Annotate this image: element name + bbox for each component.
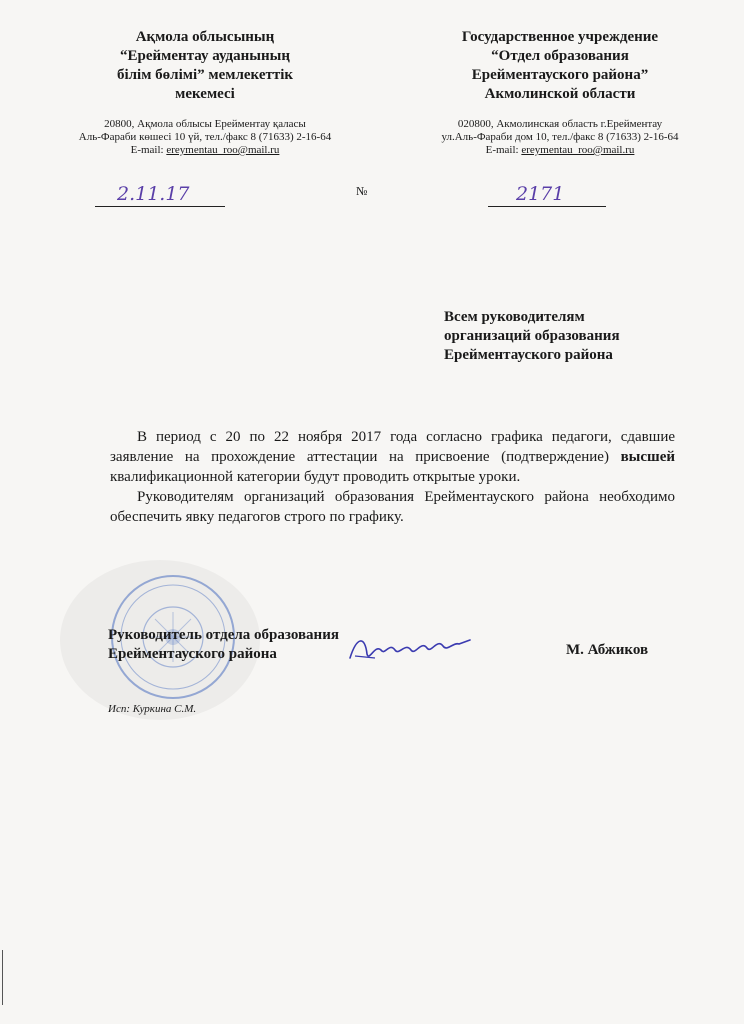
- left-address-line-1: 20800, Ақмола облысы Ерейментау қаласы: [104, 118, 306, 130]
- body-p1-bold-word: высшей: [620, 449, 675, 465]
- addressee-line-2: организаций образования: [444, 328, 620, 344]
- left-address: [60, 118, 350, 157]
- left-email-prefix: E-mail:: [130, 144, 164, 156]
- handwritten-signature-icon: [345, 628, 475, 668]
- signatory-role-line-1: Руководитель отдела образования: [108, 627, 339, 643]
- outgoing-number-field: [488, 182, 606, 207]
- right-org-line-1: Государственное учреждение: [461, 29, 659, 45]
- left-email-line: [60, 144, 350, 157]
- right-email-line: [400, 144, 720, 157]
- handwritten-date: 2.11.17: [117, 183, 190, 205]
- left-email-link[interactable]: ereymentau_roo@mail.ru: [166, 144, 280, 156]
- body-p1-start: В период с 20 по 22 ноября 2017 года согласно графика педагоги, сдавшие заявление на прохождение аттестации на присвоение (подтверждение): [110, 429, 675, 465]
- signatory-role-line-2: Ерейментауского района: [108, 646, 277, 662]
- left-org-line-2: “Ерейментау ауданының: [120, 48, 290, 64]
- left-org-line-3: білім бөлімі” мемлекеттік: [116, 67, 294, 83]
- body-p1-end: квалификационной категории будут проводить открытые уроки.: [110, 469, 521, 485]
- right-email-prefix: E-mail:: [485, 144, 519, 156]
- right-org-line-3: Ерейментауского района”: [471, 67, 649, 83]
- right-letterhead: [400, 28, 720, 157]
- right-address-line-2: ул.Аль-Фараби дом 10, тел./факс 8 (71633) 2-16-64: [441, 131, 679, 143]
- executor-note: Исп: Куркина С.М.: [108, 703, 197, 715]
- letter-body: [110, 427, 675, 527]
- left-address-line-2: Аль-Фараби көшесі 10 үй, тел./факс 8 (71633) 2-16-64: [78, 131, 332, 143]
- left-org-line-4: мекемесі: [175, 86, 235, 102]
- scan-edge-mark: [2, 950, 3, 1005]
- addressee-line-3: Ерейментауского района: [444, 347, 613, 363]
- right-address-line-1: 020800, Акмолинская область г.Ерейментау: [457, 118, 663, 130]
- date-field: [95, 182, 225, 207]
- left-letterhead: [60, 28, 350, 157]
- addressee-line-1: Всем руководителям: [444, 309, 585, 325]
- handwritten-number: 2171: [516, 183, 565, 205]
- right-org-line-2: “Отдел образования: [491, 48, 629, 64]
- body-paragraph-1: [110, 427, 675, 487]
- signatory-role: [108, 626, 339, 664]
- signatory-name: М. Абжиков: [566, 642, 649, 658]
- right-address: [400, 118, 720, 157]
- right-org-line-4: Акмолинской области: [484, 86, 636, 102]
- number-sign: №: [356, 184, 368, 198]
- right-email-link[interactable]: ereymentau_roo@mail.ru: [521, 144, 635, 156]
- body-paragraph-2: Руководителям организаций образования Ерейментауского района необходимо обеспечить явку педагогов строго по графику.: [110, 489, 675, 525]
- addressee-block: [444, 308, 714, 365]
- left-org-line-1: Ақмола облысының: [135, 29, 275, 45]
